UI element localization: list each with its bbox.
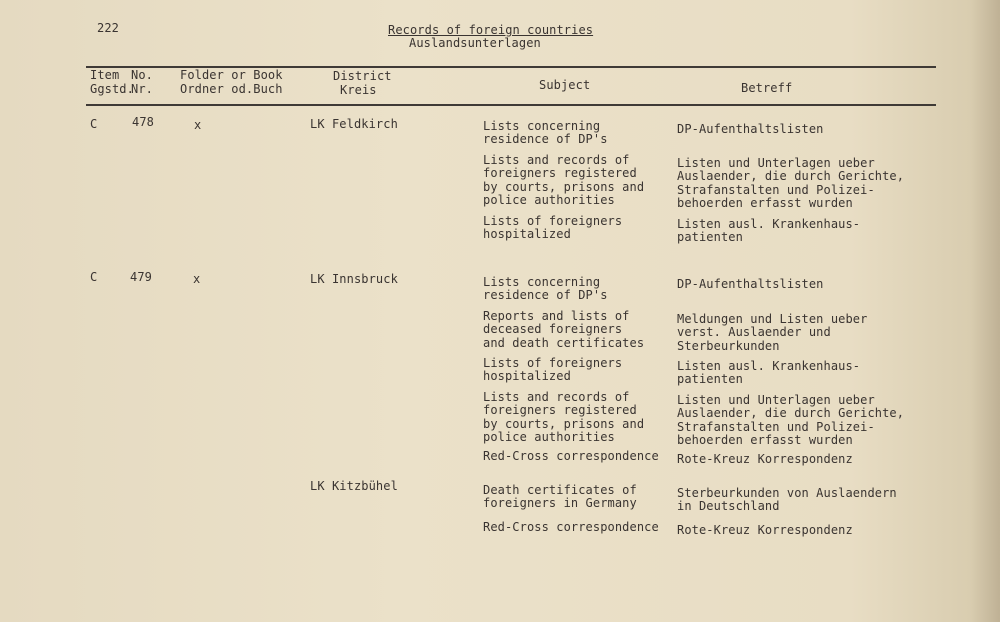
betreff-entry: Sterbeurkunden von Auslaendern in Deutschland — [677, 486, 897, 514]
record-district: LK Kitzbühel — [310, 479, 398, 493]
betreff-entry: Listen ausl. Krankenhaus- patienten — [677, 359, 861, 387]
col-header-betreff: Betreff — [741, 81, 793, 95]
record-district: LK Innsbruck — [310, 272, 398, 286]
col-header-item: Item Ggstd. — [90, 68, 134, 96]
betreff-entry: Listen und Unterlagen ueber Auslaender, die durch Gerichte, Strafanstalten und Polizei- behoerden erfasst wurden — [677, 393, 905, 448]
record-folder: x — [194, 118, 202, 132]
header-bottom-rule — [86, 104, 936, 106]
subject-entry: Red-Cross correspondence — [483, 449, 659, 463]
page-subtitle: Auslandsunterlagen — [409, 36, 541, 50]
record-number: 479 — [130, 270, 152, 284]
subject-entry: Reports and lists of deceased foreigners and death certificates — [483, 309, 645, 350]
col-header-subject: Subject — [539, 78, 591, 92]
record-number: 478 — [132, 115, 154, 129]
betreff-entry: Listen und Unterlagen ueber Auslaender, die durch Gerichte, Strafanstalten und Polizei- behoerden erfasst wurden — [677, 156, 905, 211]
subject-entry: Lists concerning residence of DP's — [483, 119, 608, 147]
col-header-no: No. Nr. — [131, 68, 153, 96]
subject-entry: Red-Cross correspondence — [483, 520, 659, 534]
record-item: C — [90, 270, 98, 284]
betreff-entry: Rote-Kreuz Korrespondenz — [677, 523, 853, 537]
subject-entry: Lists concerning residence of DP's — [483, 275, 608, 303]
subject-entry: Lists and records of foreigners registered by courts, prisons and police authorities — [483, 390, 645, 445]
subject-entry: Lists of foreigners hospitalized — [483, 356, 623, 384]
record-item: C — [90, 117, 98, 131]
col-header-district: District Kreis — [333, 69, 392, 97]
subject-entry: Lists of foreigners hospitalized — [483, 214, 623, 242]
betreff-entry: Listen ausl. Krankenhaus- patienten — [677, 217, 861, 245]
betreff-entry: DP-Aufenthaltslisten — [677, 122, 824, 136]
betreff-entry: Rote-Kreuz Korrespondenz — [677, 452, 853, 466]
record-district: LK Feldkirch — [310, 117, 398, 131]
page-title: Records of foreign countries — [388, 23, 594, 37]
page-number: 222 — [97, 21, 119, 35]
subject-entry: Lists and records of foreigners registered by courts, prisons and police authorities — [483, 153, 645, 208]
betreff-entry: Meldungen und Listen ueber verst. Auslaender und Sterbeurkunden — [677, 312, 868, 353]
col-header-folder: Folder or Book Ordner od.Buch — [180, 68, 283, 96]
subject-entry: Death certificates of foreigners in Germany — [483, 483, 637, 511]
betreff-entry: DP-Aufenthaltslisten — [677, 277, 824, 291]
record-folder: x — [193, 272, 201, 286]
